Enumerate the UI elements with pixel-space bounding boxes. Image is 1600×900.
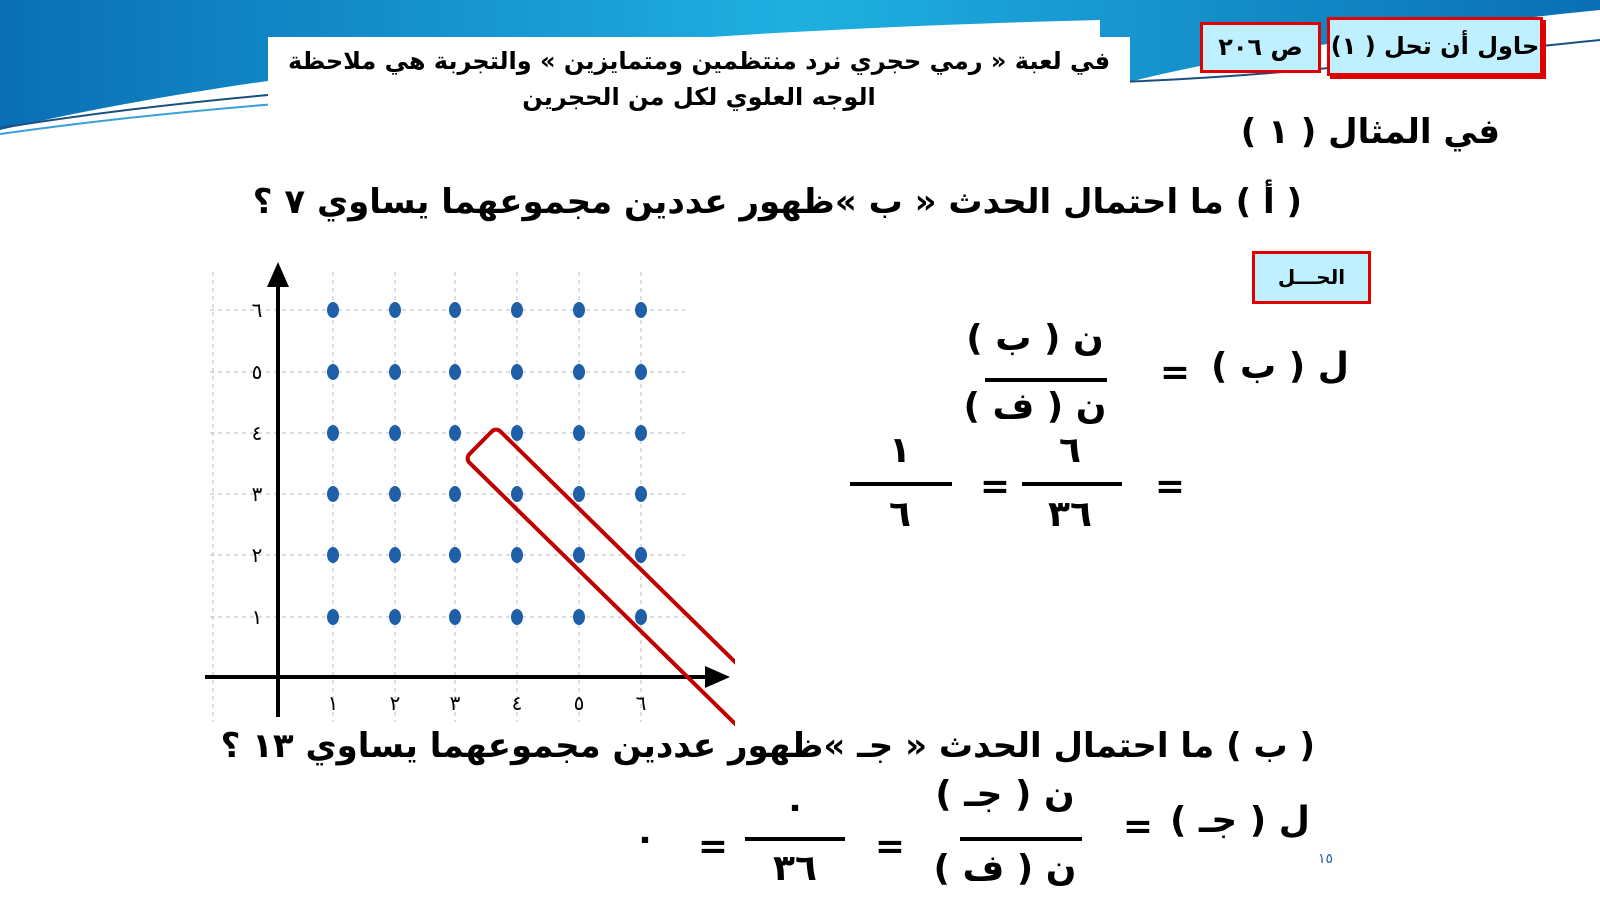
outcome-point [635, 547, 647, 563]
x-tick-label: ٤ [511, 691, 523, 715]
question-b: ( ب ) ما احتمال الحدث « جـ »ظهور عددين مجموعهما يساوي ١٣ ؟ [220, 726, 1315, 766]
outcome-point [635, 302, 647, 318]
x-tick-label: ١ [327, 691, 339, 715]
outcome-point [635, 486, 647, 502]
try-to-solve-box: حاول أن تحل ( ١) [1327, 17, 1543, 76]
eq-b-equals-1: = [1122, 806, 1154, 847]
solution-label: الحـــل [1252, 251, 1371, 304]
outcome-point [389, 364, 401, 380]
outcome-point [511, 609, 523, 625]
eq-b-numerator: ن ( جـ ) [935, 774, 1075, 815]
eq-a-fraction-bar-3 [850, 482, 952, 486]
outcome-point [449, 302, 461, 318]
eq-a-equals-2: = [1154, 466, 1186, 507]
eq-a-numerator: ن ( ب ) [966, 318, 1104, 359]
outcome-point [635, 425, 647, 441]
eq-b-fraction-bar [960, 837, 1082, 841]
outcome-point [635, 609, 647, 625]
y-tick-label: ١ [251, 605, 263, 629]
outcome-point [449, 425, 461, 441]
eq-b-denominator-2: ٣٦ [773, 848, 817, 889]
eq-a-equals-3: = [979, 466, 1011, 507]
outcome-point [573, 486, 585, 502]
outcome-point [389, 486, 401, 502]
y-tick-label: ٦ [251, 298, 263, 322]
eq-a-denominator: ن ( ف ) [963, 386, 1107, 427]
eq-a-fraction-bar-2 [1022, 482, 1122, 486]
eq-b-fraction-bar-2 [745, 837, 845, 841]
outcome-point [389, 302, 401, 318]
outcome-point [511, 302, 523, 318]
tick-labels [252, 298, 647, 715]
experiment-caption [268, 37, 1130, 131]
outcome-point [573, 609, 585, 625]
x-tick-label: ٥ [573, 691, 585, 715]
outcome-point [449, 547, 461, 563]
outcome-point [573, 547, 585, 563]
outcome-point [389, 547, 401, 563]
outcome-point [327, 302, 339, 318]
outcome-point [327, 364, 339, 380]
y-tick-label: ٣ [251, 482, 263, 506]
outcome-point [327, 547, 339, 563]
y-tick-label: ٢ [251, 543, 263, 567]
eq-a-denominator-2: ٣٦ [1048, 494, 1092, 535]
grid-lines [210, 272, 685, 722]
eq-a-fraction-bar [985, 378, 1107, 382]
sum-seven-highlight [465, 427, 735, 737]
outcome-point [389, 609, 401, 625]
eq-b-numerator-2: ٠ [784, 786, 806, 827]
outcome-point [449, 486, 461, 502]
eq-b-equals-3: = [697, 826, 729, 867]
eq-a-lhs: ل ( ب ) [1211, 346, 1349, 387]
outcome-point [327, 609, 339, 625]
eq-a-numerator-3: ١ [889, 430, 911, 471]
page-number: ١٥ [1318, 851, 1334, 867]
outcome-points [327, 302, 647, 625]
page-reference-box: ص ٢٠٦ [1200, 22, 1321, 73]
outcome-point [511, 364, 523, 380]
x-tick-label: ٢ [389, 691, 401, 715]
eq-a-equals-1: = [1159, 352, 1191, 393]
x-tick-label: ٣ [449, 691, 461, 715]
eq-b-lhs: ل ( جـ ) [1170, 800, 1310, 841]
sample-space-grid [205, 262, 735, 737]
eq-b-result: ٠ [634, 818, 656, 859]
outcome-point [573, 425, 585, 441]
outcome-point [511, 547, 523, 563]
caption-line-1: في لعبة « رمي حجري نرد منتظمين ومتمايزين » والتجربة هي ملاحظة [287, 47, 1111, 75]
outcome-point [635, 364, 647, 380]
outcome-point [327, 486, 339, 502]
outcome-point [573, 364, 585, 380]
y-axis-arrow [267, 262, 289, 287]
x-tick-label: ٦ [635, 691, 647, 715]
y-tick-label: ٤ [251, 421, 263, 445]
outcome-point [327, 425, 339, 441]
x-axis-arrow [705, 666, 730, 688]
eq-a-numerator-2: ٦ [1059, 430, 1081, 471]
y-tick-label: ٥ [251, 360, 263, 384]
question-a: ( أ ) ما احتمال الحدث « ب »ظهور عددين مجموعهما يساوي ٧ ؟ [252, 182, 1302, 222]
outcome-point [449, 364, 461, 380]
outcome-point [511, 425, 523, 441]
outcome-point [511, 486, 523, 502]
eq-a-denominator-3: ٦ [889, 494, 911, 535]
outcome-point [389, 425, 401, 441]
eq-b-equals-2: = [874, 826, 906, 867]
example-title: في المثال ( ١ ) [1240, 112, 1500, 152]
caption-line-2: الوجه العلوي لكل من الحجرين [522, 83, 876, 111]
eq-b-denominator: ن ( ف ) [933, 848, 1077, 889]
outcome-point [449, 609, 461, 625]
outcome-point [573, 302, 585, 318]
